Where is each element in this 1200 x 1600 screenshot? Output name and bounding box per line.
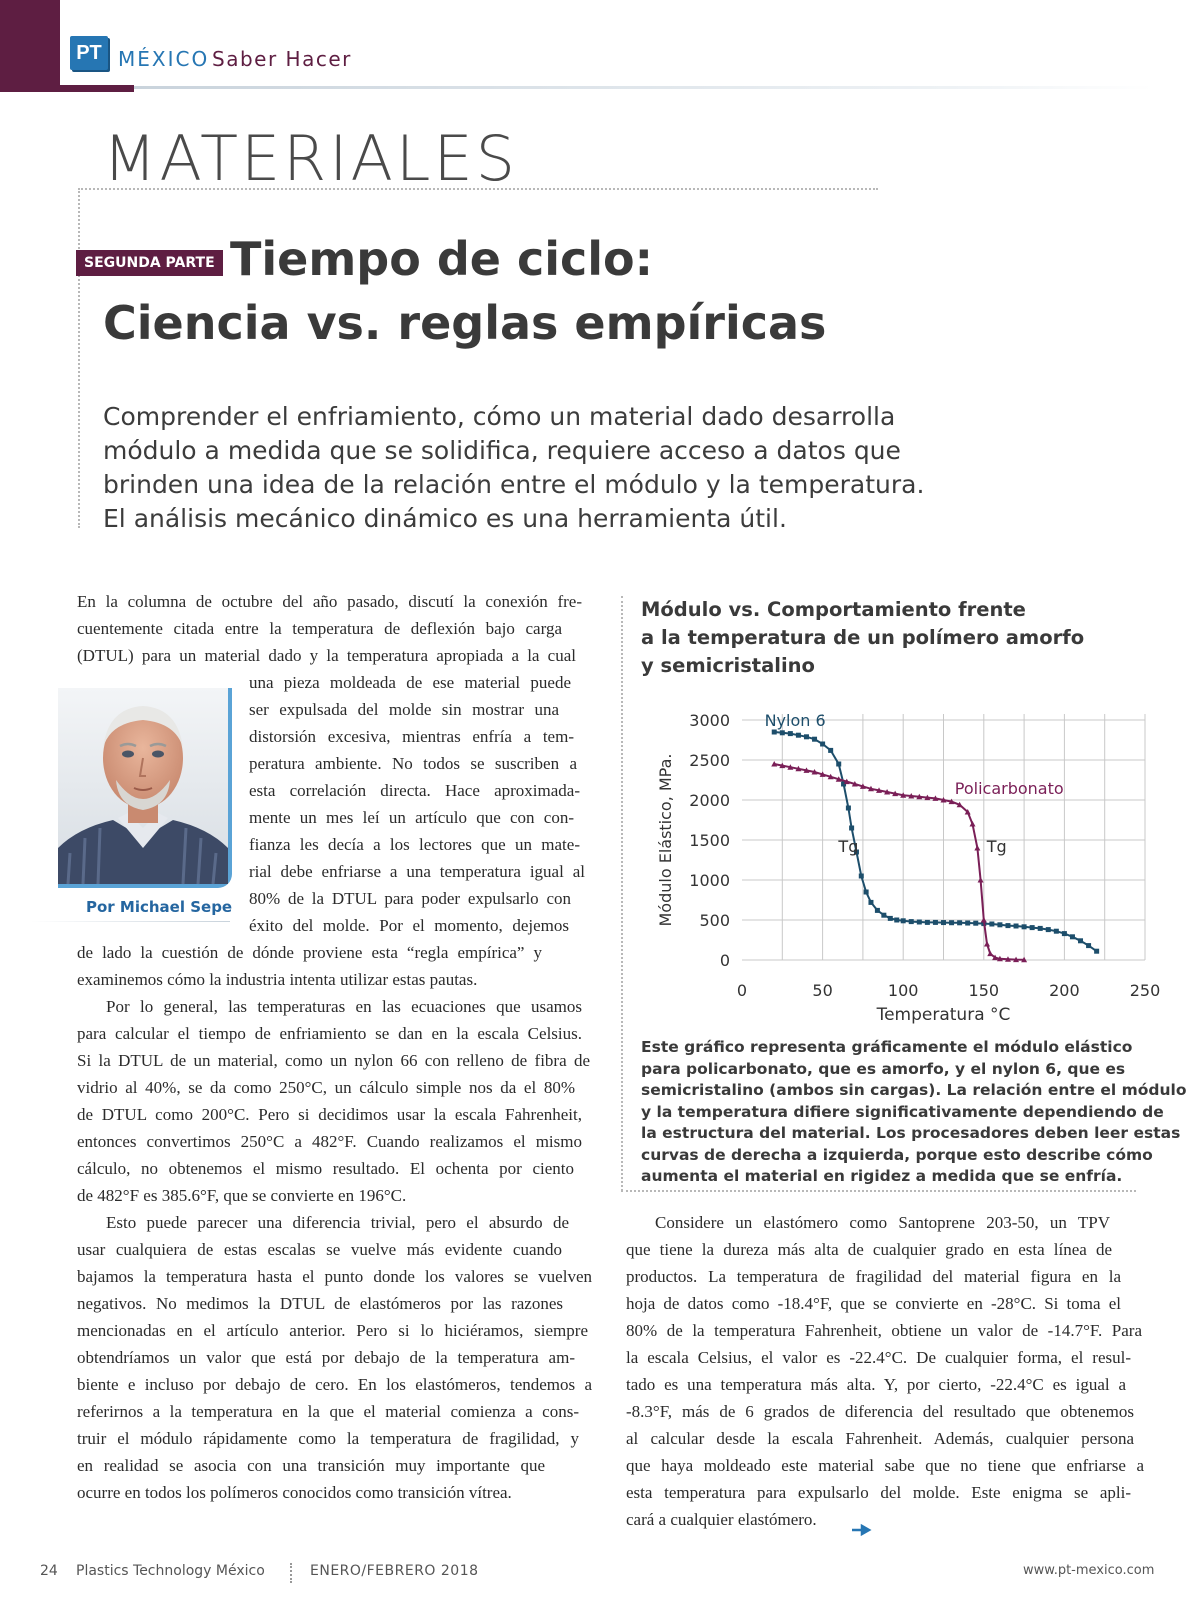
body-line: entonces convertimos 250°C a 482°F. Cuando realizamos el mismo xyxy=(77,1132,582,1151)
deck-line: El análisis mecánico dinámico es una herramienta útil. xyxy=(103,504,787,533)
body-line: mente un mes leí un artículo que con con- xyxy=(249,808,574,827)
body-line: productos. La temperatura de fragilidad del material figura en la xyxy=(626,1267,1121,1286)
figure-caption xyxy=(641,1037,1187,1188)
modulus-temperature-chart xyxy=(650,698,1161,1028)
body-line: biente e incluso por debajo de cero. En los elastómeros, tendemos a xyxy=(77,1375,592,1394)
body-line: que tiene la dureza más alta de cualquier grado en esta línea de xyxy=(626,1240,1112,1259)
data-point xyxy=(1038,926,1043,931)
body-line: obtendríamos un valor que está por debajo de la temperatura am- xyxy=(77,1348,575,1367)
x-tick-label: 150 xyxy=(968,981,1000,1000)
body-line: Considere un elastómero como Santoprene 203-50, un TPV xyxy=(655,1213,1110,1232)
figure-title-line: Módulo vs. Comportamiento frente xyxy=(641,598,1026,621)
body-line: éxito del molde. Por el momento, dejemos xyxy=(249,916,569,935)
body-line: vidrio al 40%, se da como 250°C, un cálculo simple nos da el 80% xyxy=(77,1078,575,1097)
header-edition: MÉXICO xyxy=(118,47,210,71)
y-tick-label: 1000 xyxy=(689,871,730,890)
data-point xyxy=(1005,923,1010,928)
caption-line: para policarbonato, que es amorfo, y el nylon 6, que es xyxy=(641,1059,1126,1078)
x-axis-title: Temperatura °C xyxy=(876,1005,1011,1025)
data-point xyxy=(812,737,817,742)
body-line: esta temperatura para expulsarlo del molde. Este enigma se apli- xyxy=(626,1483,1131,1502)
data-point xyxy=(796,733,801,738)
data-point xyxy=(868,900,873,905)
author-photo xyxy=(58,688,232,888)
header-rule xyxy=(134,86,1154,89)
annotation-tg: Tg xyxy=(986,837,1007,856)
body-line: examinemos cómo la industria intenta utilizar estas pautas. xyxy=(77,970,478,989)
caption-line: y la temperatura difiere significativamente dependiendo de xyxy=(641,1102,1164,1121)
body-line: rial debe enfriarse a una temperatura igual al xyxy=(249,862,585,881)
data-point xyxy=(846,806,851,811)
data-point xyxy=(864,890,869,895)
caption-line: Este gráfico representa gráficamente el módulo elástico xyxy=(641,1038,1133,1056)
data-point xyxy=(1070,934,1075,939)
data-point xyxy=(957,920,962,925)
body-line: Si la DTUL de un material, como un nylon 66 con relleno de fibra de xyxy=(77,1051,590,1070)
chart-series xyxy=(771,730,1099,963)
x-tick-label: 100 xyxy=(887,981,919,1000)
data-point xyxy=(970,821,976,827)
page-number: 24 xyxy=(40,1563,58,1579)
article-title-line-1: Tiempo de ciclo: xyxy=(230,232,654,286)
body-line: esta correlación directa. Hace aproximada- xyxy=(249,781,580,800)
annotation-tg: Tg xyxy=(838,837,859,856)
data-point xyxy=(849,826,854,831)
section-title: MATERIALES xyxy=(103,122,518,195)
body-line: En la columna de octubre del año pasado, discutí la conexión fre- xyxy=(77,592,582,611)
chart-axes xyxy=(656,711,1160,1025)
data-point xyxy=(909,919,914,924)
footer-url: www.pt-mexico.com xyxy=(1023,1563,1155,1578)
data-point xyxy=(1062,931,1067,936)
author-portrait-illustration xyxy=(58,688,228,884)
body-line: usar cualquiera de estas escalas se vuelve más evidente cuando xyxy=(77,1240,562,1259)
y-tick-label: 1500 xyxy=(689,831,730,850)
article-deck xyxy=(103,400,963,536)
header-color-bar-base xyxy=(0,85,134,92)
caption-line: semicristalino (ambos sin cargas). La relación entre el módulo xyxy=(641,1081,1187,1099)
x-tick-label: 250 xyxy=(1129,981,1161,1000)
series-label-nylon: Nylon 6 xyxy=(764,711,826,730)
data-point xyxy=(881,913,886,918)
data-point xyxy=(973,921,978,926)
data-point xyxy=(1022,924,1027,929)
header-color-bar xyxy=(0,0,60,92)
y-axis-title: Módulo Elástico, MPa. xyxy=(656,753,675,927)
body-line: para calcular el tiempo de enfriamiento se dan en la escala Celsius. xyxy=(77,1024,582,1043)
body-line: cuentemente citada entre la temperatura de deflexión bajo carga xyxy=(77,619,562,638)
data-point xyxy=(1014,924,1019,929)
footer-separator xyxy=(290,1563,292,1583)
x-tick-label: 50 xyxy=(812,981,833,1000)
data-point xyxy=(894,918,899,923)
body-line: cálculo, no obtenemos el mismo resultado. El ochenta por ciento xyxy=(77,1159,574,1178)
body-line: ser expulsada del molde sin mostrar una xyxy=(249,700,559,719)
deck-line: brinden una idea de la relación entre el módulo y la temperatura. xyxy=(103,470,925,499)
series-label-policarbonato: Policarbonato xyxy=(954,779,1064,798)
data-point xyxy=(901,918,906,923)
figure-title-line: a la temperatura de un polímero amorfo xyxy=(641,626,1085,649)
body-line: tado es una temperatura más alta. Y, por cierto, -22.4°C es igual a xyxy=(626,1375,1126,1394)
body-line: al calcular desde la escala Fahrenheit. Además, cualquier persona xyxy=(626,1429,1134,1448)
end-mark-arrow-icon xyxy=(852,1526,870,1534)
figure-frame-left xyxy=(621,596,623,1191)
body-line: negativos. No medimos la DTUL de elastómeros por las razones xyxy=(77,1294,563,1313)
body-line: de DTUL como 200°C. Pero si decidimos usar la escala Fahrenheit, xyxy=(77,1105,582,1124)
data-point xyxy=(772,730,777,735)
body-line: mencionadas en el artículo anterior. Pero si lo hiciéramos, siempre xyxy=(77,1321,588,1340)
figure-frame-bottom xyxy=(621,1190,1136,1192)
frame-left-rule xyxy=(78,188,80,528)
body-line: Por lo general, las temperaturas en las ecuaciones que usamos xyxy=(106,997,582,1016)
data-point xyxy=(987,951,993,957)
data-point xyxy=(925,920,930,925)
data-point xyxy=(997,922,1002,927)
body-line: una pieza moldeada de ese material puede xyxy=(249,673,571,692)
y-tick-label: 2500 xyxy=(689,751,730,770)
figure-title xyxy=(641,596,1121,680)
data-point xyxy=(1046,927,1051,932)
chart-labels xyxy=(765,711,1064,856)
x-tick-label: 0 xyxy=(736,981,748,1000)
article-title-line-2: Ciencia vs. reglas empíricas xyxy=(103,296,827,350)
body-line: ocurre en todos los polímeros conocidos como transición vítrea. xyxy=(77,1483,512,1502)
footer-magazine: Plastics Technology México xyxy=(76,1563,265,1579)
data-point xyxy=(820,742,825,747)
body-line: cará a cualquier elastómero. xyxy=(626,1510,817,1529)
y-tick-label: 500 xyxy=(699,911,730,930)
data-point xyxy=(989,922,994,927)
body-line: 80% de la DTUL para poder expulsarlo con xyxy=(249,889,571,908)
caption-line: aumenta el material en rigidez a medida que se enfría. xyxy=(641,1167,1123,1185)
data-point xyxy=(941,920,946,925)
body-line: que haya moldeado este material sabe que no tiene que enfriarse a xyxy=(626,1456,1144,1475)
author-rule xyxy=(30,921,230,922)
body-line: hoja de datos como -18.4°F, que se convierte en -28°C. Si toma el xyxy=(626,1294,1121,1313)
data-point xyxy=(1030,925,1035,930)
body-line: (DTUL) para un material dado y la temperatura apropiada a la cual xyxy=(77,646,576,665)
body-line: bajamos la temperatura hasta el punto donde los valores se vuelven xyxy=(77,1267,592,1286)
frame-top-rule xyxy=(78,188,878,190)
author-byline: Por Michael Sepe xyxy=(86,898,233,916)
deck-line: módulo a medida que se solidifica, requiere acceso a datos que xyxy=(103,436,901,465)
data-point xyxy=(1054,929,1059,934)
body-line: distorsión excesiva, mientras enfría a tem- xyxy=(249,727,574,746)
deck-line: Comprender el enfriamiento, cómo un material dado desarrolla xyxy=(103,402,896,431)
body-line: de 482°F es 385.6°F, que se convierte en 196°C. xyxy=(77,1186,407,1205)
data-point xyxy=(933,920,938,925)
data-point xyxy=(788,731,793,736)
data-point xyxy=(780,730,785,735)
body-line: 80% de la temperatura Fahrenheit, obtiene un valor de -14.7°F. Para xyxy=(626,1321,1142,1340)
body-line: la escala Celsius, el valor es -22.4°C. De cualquier forma, el resul- xyxy=(626,1348,1131,1367)
y-tick-label: 3000 xyxy=(689,711,730,730)
body-line: referirnos a la temperatura en la que el material comienza a cons- xyxy=(77,1402,579,1421)
y-tick-label: 2000 xyxy=(689,791,730,810)
figure-title-line: y semicristalino xyxy=(641,654,815,677)
data-point xyxy=(984,941,990,947)
body-line: -8.3°F, más de 6 grados de diferencia del resultado que obtenemos xyxy=(626,1402,1134,1421)
data-point xyxy=(888,916,893,921)
x-tick-label: 200 xyxy=(1049,981,1080,1000)
data-point xyxy=(1086,943,1091,948)
data-point xyxy=(974,845,980,851)
y-tick-label: 0 xyxy=(719,951,730,970)
data-point xyxy=(875,908,880,913)
body-line: peratura ambiente. No todos se suscriben a xyxy=(249,754,577,773)
data-point xyxy=(1078,938,1083,943)
pt-logo: PT xyxy=(70,36,108,70)
data-point xyxy=(804,734,809,739)
data-point xyxy=(836,762,841,767)
data-point xyxy=(1094,949,1099,954)
data-point xyxy=(917,920,922,925)
footer-issue: ENERO/FEBRERO 2018 xyxy=(310,1563,479,1579)
body-line: fianza les decía a los lectores que un mate- xyxy=(249,835,580,854)
data-point xyxy=(828,748,833,753)
body-line: en realidad se asocia con una transición muy importante que xyxy=(77,1456,545,1475)
body-line: de lado la cuestión de dónde proviene esta “regla empírica” y xyxy=(77,943,542,962)
caption-line: curvas de derecha a izquierda, porque esto describe cómo xyxy=(641,1145,1153,1164)
data-point xyxy=(949,920,954,925)
part-badge: SEGUNDA PARTE xyxy=(76,250,223,276)
data-point xyxy=(859,874,864,879)
caption-line: la estructura del material. Los procesadores deben leer estas xyxy=(641,1124,1181,1142)
data-point xyxy=(965,921,970,926)
body-line: Esto puede parecer una diferencia trivial, pero el absurdo de xyxy=(106,1213,569,1232)
body-line: truir el módulo rápidamente como la temperatura de fragilidad, y xyxy=(77,1429,579,1448)
header-section: Saber Hacer xyxy=(212,47,352,71)
